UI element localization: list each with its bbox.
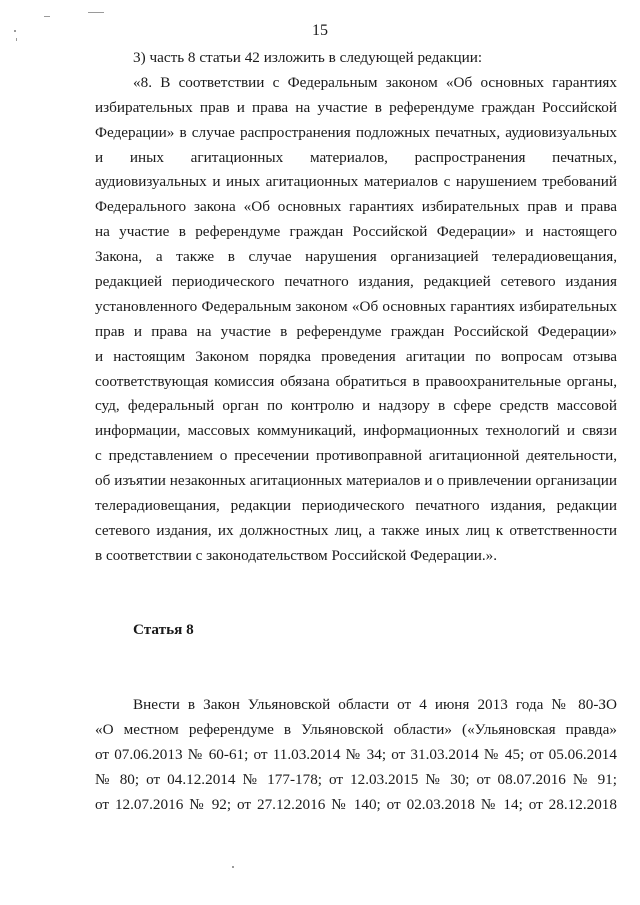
text-line: аудиовизуальных и иных агитационных материалов с нарушением требований	[95, 173, 617, 191]
text-line: Внести в Закон Ульяновской области от 4 июня 2013 года № 80-ЗО	[133, 696, 617, 714]
text-line: телерадиовещания, редакции периодического печатного издания, редакции	[95, 497, 617, 515]
text-line: сетевого издания, их должностных лиц, а также иных лиц к ответственности	[95, 521, 617, 539]
text-line: с представлением о пресечении противоправной агитационной деятельности,	[95, 447, 617, 465]
text-line: от 12.07.2016 № 92; от 27.12.2016 № 140; от 02.03.2018 № 14; от 28.12.2018	[95, 795, 617, 813]
scan-artifact	[88, 12, 104, 13]
text-line: в соответствии с законодательством Российской Федерации.».	[95, 546, 498, 564]
text-line: избирательных прав и права на участие в референдуме граждан Российской	[95, 98, 617, 116]
text-line: об изъятии незаконных агитационных материалов и о привлечении организации	[95, 472, 617, 490]
text-line: установленного Федеральным законом «Об основных гарантиях избирательных	[95, 297, 617, 315]
scan-artifact	[232, 866, 234, 868]
text-line: «О местном референдуме в Ульяновской области» («Ульяновская правда»	[95, 721, 617, 739]
article-heading: Статья 8	[133, 621, 194, 639]
text-line: и настоящим Законом порядка проведения агитации по вопросам отзыва	[95, 347, 617, 365]
text-line: Федерации» в случае распространения подложных печатных, аудиовизуальных	[95, 123, 617, 141]
text-line: редакцией периодического печатного издания, редакцией сетевого издания	[95, 273, 617, 291]
quoted-paragraph	[95, 71, 617, 569]
text-line: Закона, а также в случае нарушения организацией телерадиовещания,	[95, 248, 617, 266]
text-line: соответствующая комиссия обязана обратиться в правоохранительные органы,	[95, 372, 617, 390]
text-line: на участие в референдуме граждан Российской Федерации» и настоящего	[95, 223, 617, 241]
article-paragraph	[95, 693, 617, 817]
text-line: и иных агитационных материалов, распространения печатных,	[95, 148, 617, 166]
text-line: Федерального закона «Об основных гарантиях избирательных прав и права	[95, 198, 617, 216]
page-number: 15	[312, 22, 328, 39]
text-line: от 07.06.2013 № 60-61; от 11.03.2014 № 34; от 31.03.2014 № 45; от 05.06.2014	[95, 745, 617, 763]
scan-artifact	[44, 16, 50, 17]
text-line: «8. В соответствии с Федеральным законом «Об основных гарантиях	[133, 73, 617, 91]
text-line: прав и права на участие в референдуме граждан Российской Федерации»	[95, 322, 617, 340]
text-line: № 80; от 04.12.2014 № 177-178; от 12.03.2015 № 30; от 08.07.2016 № 91;	[95, 770, 617, 788]
text-line: информации, массовых коммуникаций, информационных технологий и связи	[95, 422, 617, 440]
text-line: 3) часть 8 статьи 42 изложить в следующей редакции:	[133, 49, 483, 66]
document-body	[95, 46, 617, 818]
text-line: суд, федеральный орган по контролю и надзору в сфере средств массовой	[95, 397, 617, 415]
clause-paragraph	[95, 46, 617, 71]
